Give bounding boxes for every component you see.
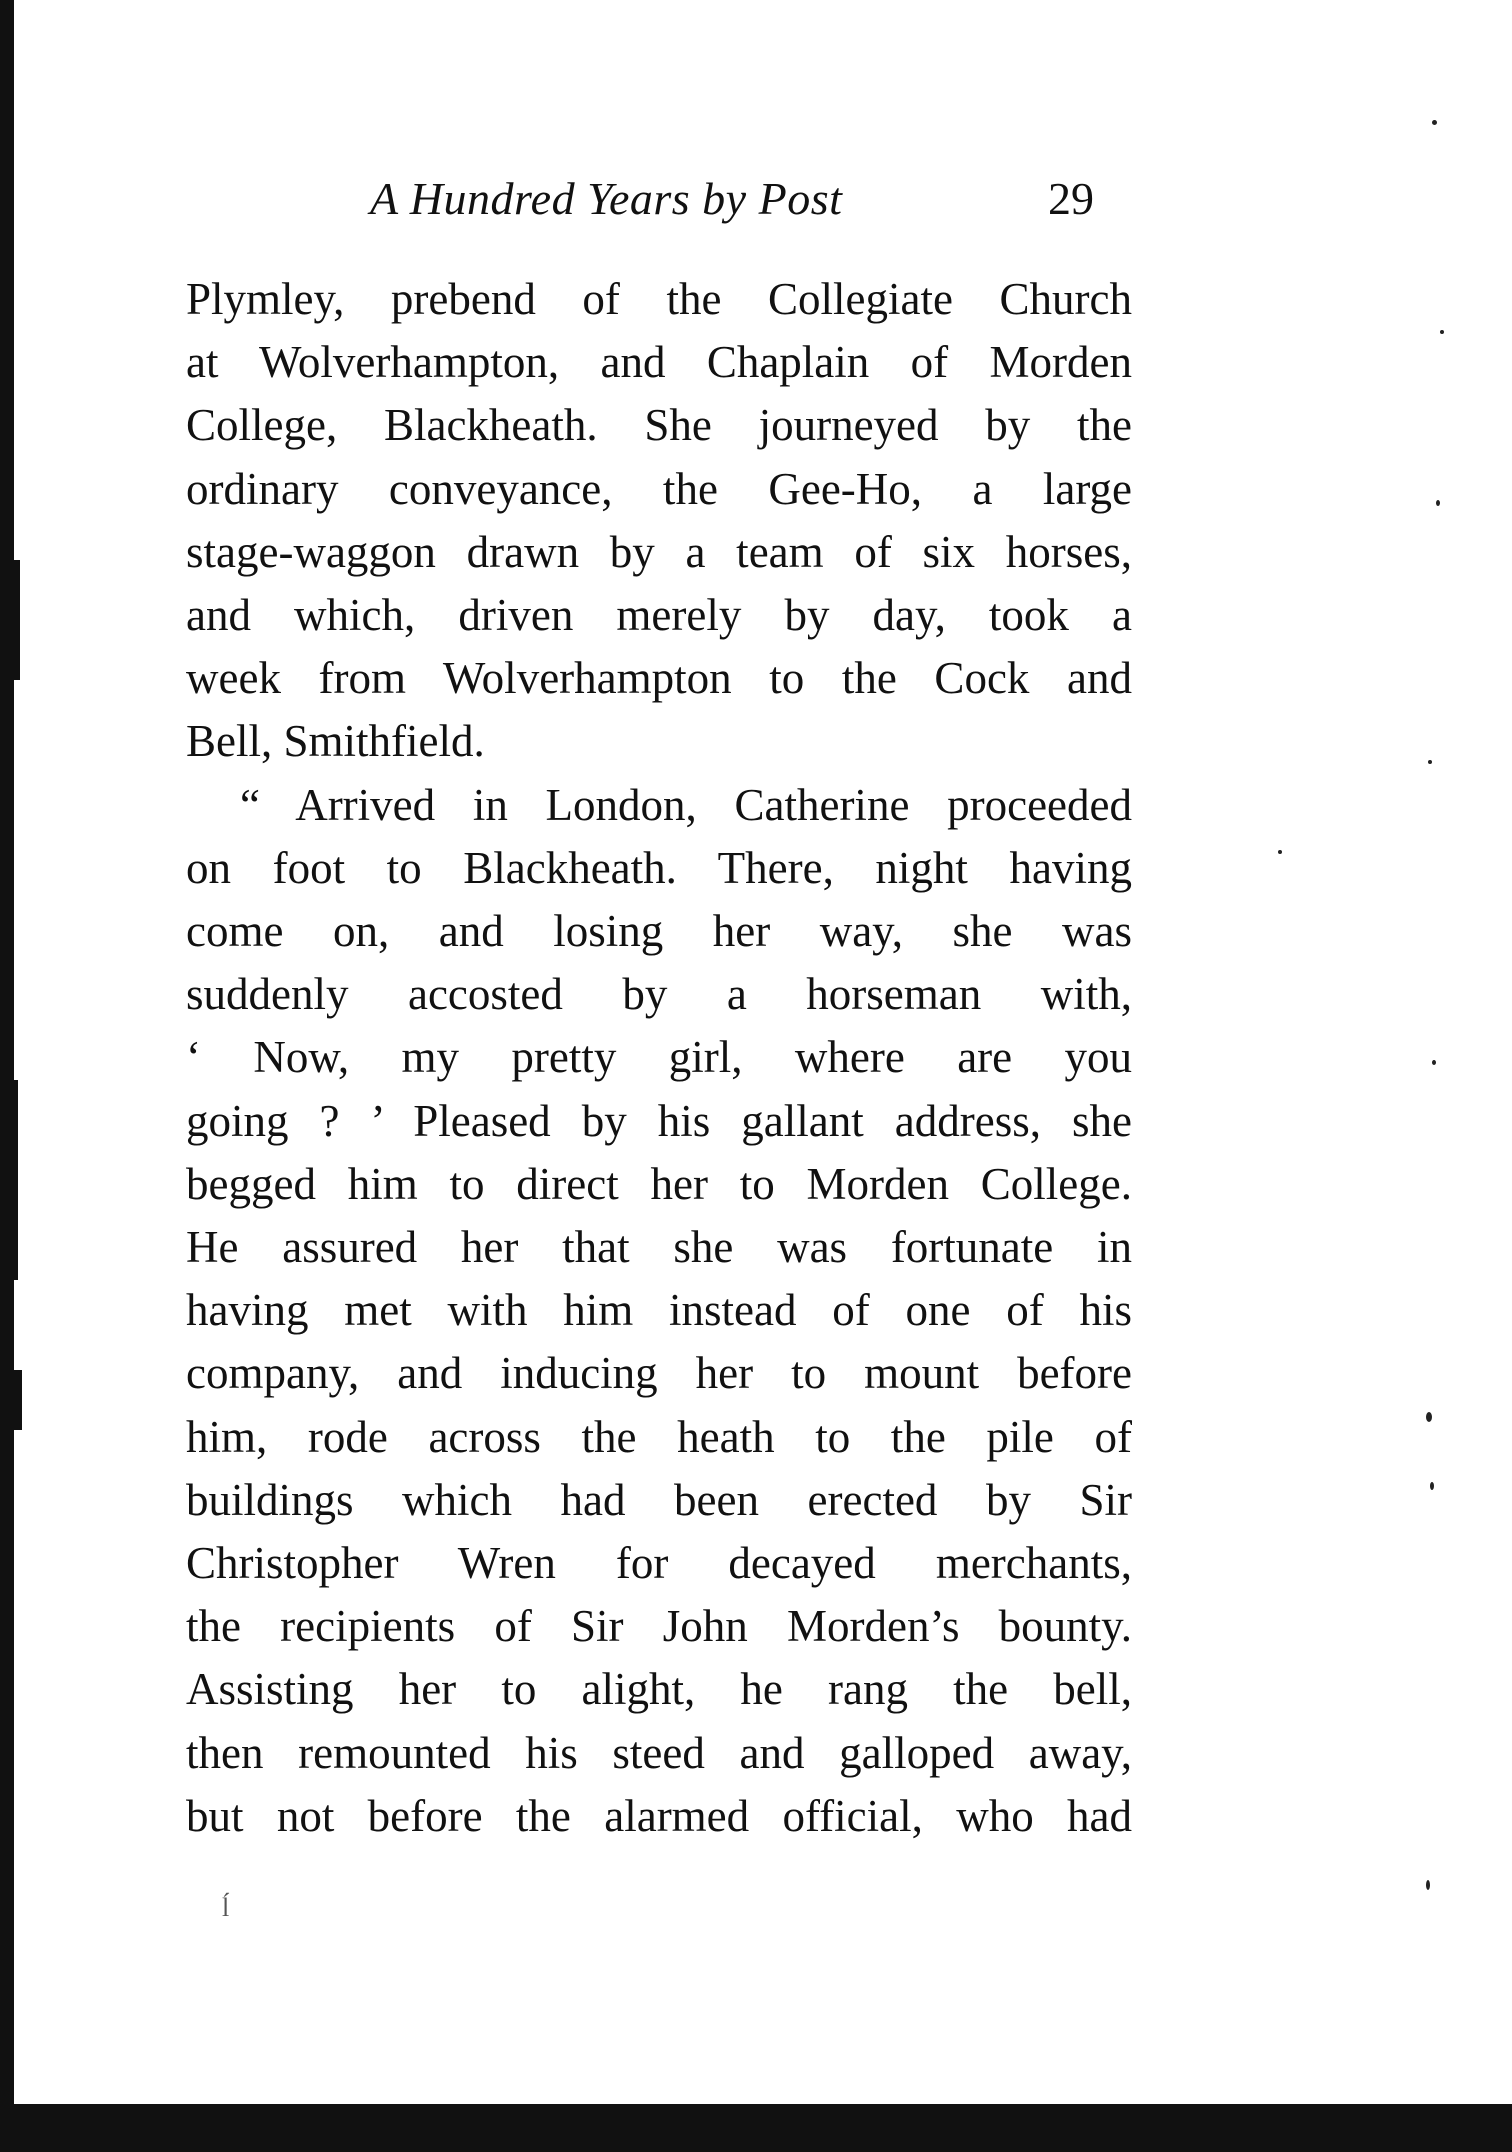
- text-line: but not before the alarmed official, who had: [186, 1790, 1132, 1841]
- text-line: stage-waggon drawn by a team of six horses,: [186, 526, 1132, 577]
- text-line: College, Blackheath. She journeyed by the: [186, 400, 1132, 451]
- body-text: [186, 268, 1132, 1848]
- scan-speck: [1440, 330, 1444, 334]
- text-line: He assured her that she was fortunate in: [186, 1222, 1132, 1273]
- paragraph-1: [186, 268, 1132, 774]
- running-head-title: A Hundred Years by Post: [370, 173, 843, 224]
- binding-edge-shadow: [0, 0, 14, 2152]
- text-line: come on, and losing her way, she was: [186, 906, 1132, 957]
- text-line: Bell, Smithfield.: [186, 716, 485, 767]
- text-line: suddenly accosted by a horseman with,: [186, 969, 1132, 1020]
- text-line: Assisting her to alight, he rang the bell,: [186, 1664, 1132, 1715]
- scan-speck: [1278, 850, 1282, 854]
- scan-speck: [1432, 1060, 1436, 1065]
- stray-print-mark: ĺ: [222, 1893, 230, 1922]
- text-line: ordinary conveyance, the Gee-Ho, a large: [186, 463, 1132, 514]
- paragraph-2: [186, 774, 1132, 1848]
- binding-edge-blot: [8, 1370, 22, 1430]
- scan-speck: [1428, 760, 1432, 764]
- binding-edge-blot: [8, 560, 20, 680]
- bottom-scan-shadow: [0, 2104, 1512, 2152]
- text-line: him, rode across the heath to the pile of: [186, 1411, 1132, 1462]
- text-line: “ Arrived in London, Catherine proceeded: [240, 779, 1132, 830]
- scan-speck: [1430, 1482, 1434, 1490]
- text-line: then remounted his steed and galloped away,: [186, 1727, 1132, 1778]
- text-line: at Wolverhampton, and Chaplain of Morden: [186, 337, 1132, 388]
- scan-speck: [1426, 1412, 1432, 1422]
- text-line: begged him to direct her to Morden College.: [186, 1158, 1132, 1209]
- text-line: having met with him instead of one of his: [186, 1285, 1132, 1336]
- text-line: week from Wolverhampton to the Cock and: [186, 653, 1132, 704]
- text-line: Christopher Wren for decayed merchants,: [186, 1538, 1132, 1589]
- text-line: company, and inducing her to mount before: [186, 1348, 1132, 1399]
- text-line: going ? ’ Pleased by his gallant address, she: [186, 1095, 1132, 1146]
- text-line: the recipients of Sir John Morden’s bounty.: [186, 1601, 1132, 1652]
- scan-speck: [1432, 120, 1437, 125]
- scan-speck: [1426, 1880, 1430, 1890]
- text-line: on foot to Blackheath. There, night having: [186, 842, 1132, 893]
- text-line: Plymley, prebend of the Collegiate Church: [186, 274, 1132, 324]
- text-line: and which, driven merely by day, took a: [186, 590, 1132, 641]
- binding-edge-blot: [8, 1080, 18, 1280]
- page-number: 29: [1048, 173, 1094, 224]
- running-head: [180, 172, 1140, 232]
- scan-speck: [1436, 500, 1440, 506]
- text-line: ‘ Now, my pretty girl, where are you: [186, 1032, 1132, 1083]
- text-line: buildings which had been erected by Sir: [186, 1474, 1132, 1525]
